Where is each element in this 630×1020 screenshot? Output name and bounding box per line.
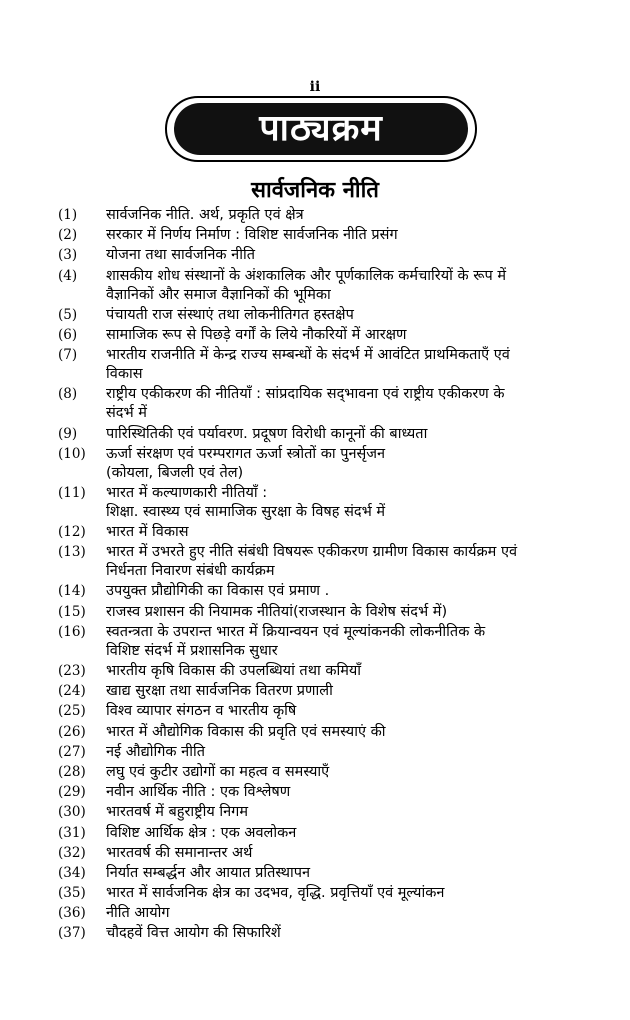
item-number: (28)	[58, 763, 86, 780]
item-number: (26)	[58, 723, 86, 740]
item-text	[106, 723, 573, 742]
page-number: ii	[309, 79, 321, 95]
item-number: (8)	[58, 386, 78, 403]
item-text	[106, 346, 573, 384]
syllabus-item	[0, 662, 630, 681]
item-text	[106, 603, 573, 622]
syllabus-item	[0, 445, 630, 483]
syllabus-item	[0, 864, 630, 883]
item-text-line: नई औद्योगिक नीति	[106, 743, 205, 760]
item-text-line: विशिष्ट संदर्भ में प्रशासनिक सुधार	[106, 642, 278, 659]
syllabus-item	[0, 702, 630, 721]
item-text-line: विश्व व्यापार संगठन व भारतीय कृषि	[106, 703, 297, 720]
item-text-line: सामाजिक रूप से पिछड़े वर्गों के लिये नौकरियों में आरक्षण	[106, 326, 407, 343]
item-text-line: पंचायती राज संस्थाएं तथा लोकनीतिगत हस्तक्षेप	[106, 306, 354, 323]
item-text	[106, 662, 573, 681]
item-number: (35)	[58, 885, 86, 902]
item-text-line: राष्ट्रीय एकीकरण की नीतियाँ : सांप्रदायिक सद्‌भावना एवं राष्ट्रीय एकीकरण के	[106, 386, 505, 403]
item-text-line: सार्वजनिक नीति. अर्थ, प्रकृति एवं क्षेत्र	[106, 207, 304, 223]
banner-title: पाठ्यक्रम	[259, 108, 383, 149]
item-text-line: भारत में औद्योगिक विकास की प्रवृति एवं समस्याएं की	[106, 723, 386, 740]
item-text	[106, 246, 573, 265]
item-text-line: विशिष्ट आर्थिक क्षेत्र : एक अवलोकन	[106, 824, 297, 841]
item-number: (16)	[58, 623, 86, 640]
syllabus-item	[0, 425, 630, 444]
item-text-line: भारतीय कृषि विकास की उपलब्धियां तथा कमियाँ	[106, 663, 362, 679]
item-text-line: भारत में सार्वजनिक क्षेत्र का उदभव, वृद्धि. प्रवृत्तियाँ एवं मूल्यांकन	[106, 885, 445, 902]
section-title: सार्वजनिक नीति	[251, 178, 379, 203]
item-text	[106, 484, 573, 522]
item-text	[106, 543, 573, 581]
item-text-line: राजस्व प्रशासन की नियामक नीतियां(राजस्थान के विशेष संदर्भ में)	[106, 603, 448, 620]
syllabus-item	[0, 844, 630, 863]
item-text	[106, 864, 573, 883]
title-banner	[174, 103, 468, 155]
syllabus-item	[0, 924, 630, 943]
item-text	[106, 206, 573, 225]
syllabus-item	[0, 523, 630, 542]
item-number: (25)	[58, 703, 86, 720]
item-number: (37)	[58, 925, 86, 942]
syllabus-item	[0, 226, 630, 245]
item-text-line: उपयुक्त प्रौद्योगिकी का विकास एवं प्रमाण .	[106, 583, 330, 600]
syllabus-item	[0, 803, 630, 822]
syllabus-item	[0, 484, 630, 522]
syllabus-item	[0, 783, 630, 802]
item-text-line: निर्यात सम्बर्द्धन और आयात प्रतिस्थापन	[106, 864, 311, 881]
item-text-line: योजना तथा सार्वजनिक नीति	[106, 247, 255, 264]
item-text-line: विकास	[106, 366, 143, 383]
item-text-line: भारतीय राजनीति में केन्द्र राज्य सम्बन्धों के संदर्भ में आवंटित प्राथमिकताएँ एवं	[106, 347, 510, 364]
item-number: (32)	[58, 844, 86, 861]
syllabus-item	[0, 743, 630, 762]
item-text	[106, 385, 573, 423]
syllabus-item	[0, 206, 630, 225]
syllabus-item	[0, 267, 630, 305]
item-text-line: भारतवर्ष की समानान्तर अर्थ	[106, 844, 253, 861]
syllabus-item	[0, 682, 630, 701]
syllabus-item	[0, 824, 630, 843]
item-number: (27)	[58, 743, 86, 760]
item-text-line: भारत में उभरते हुए नीति संबंधी विषयरू एकीकरण ग्रामीण विकास कार्यक्रम एवं	[106, 544, 518, 561]
item-number: (29)	[58, 784, 86, 801]
syllabus-item	[0, 326, 630, 345]
syllabus-item	[0, 346, 630, 384]
item-text	[106, 844, 573, 863]
item-number: (31)	[58, 824, 86, 841]
item-text-line: नीति आयोग	[106, 905, 170, 922]
item-text	[106, 702, 573, 721]
item-text	[106, 824, 573, 843]
syllabus-item	[0, 246, 630, 265]
item-text	[106, 306, 573, 325]
item-text-line: शासकीय शोध संस्थानों के अंशकालिक और पूर्णकालिक कर्मचारियों के रूप में	[106, 267, 507, 284]
item-text	[106, 884, 573, 903]
item-number: (30)	[58, 804, 86, 821]
item-text	[106, 682, 573, 701]
item-number: (11)	[58, 484, 86, 501]
syllabus-item	[0, 582, 630, 601]
item-number: (2)	[58, 227, 78, 244]
item-number: (7)	[58, 347, 78, 364]
item-number: (12)	[58, 524, 86, 541]
item-text-line: संदर्भ में	[106, 405, 147, 422]
item-text	[106, 523, 573, 542]
item-number: (5)	[58, 306, 78, 323]
item-number: (3)	[58, 247, 78, 264]
item-number: (23)	[58, 663, 86, 679]
item-text	[106, 267, 573, 305]
item-text-line: भारत में कल्याणकारी नीतियाँ :	[106, 484, 268, 501]
item-text-line: भारत में विकास	[106, 524, 189, 541]
syllabus-item	[0, 884, 630, 903]
item-number: (34)	[58, 864, 86, 881]
item-number: (4)	[58, 267, 78, 284]
item-text	[106, 924, 573, 943]
item-text	[106, 445, 573, 483]
item-number: (6)	[58, 326, 78, 343]
item-text	[106, 743, 573, 762]
item-text-line: खाद्य सुरक्षा तथा सार्वजनिक वितरण प्रणाली	[106, 683, 333, 700]
item-text-line: चौदहवें वित्त आयोग की सिफारिशें	[106, 925, 281, 942]
item-text-line: सरकार में निर्णय निर्माण : विशिष्ट सार्वजनिक नीति प्रसंग	[106, 227, 398, 244]
syllabus-item	[0, 904, 630, 923]
item-number: (1)	[58, 207, 78, 223]
item-number: (13)	[58, 544, 86, 561]
item-text	[106, 803, 573, 822]
item-number: (36)	[58, 905, 86, 922]
syllabus-list	[0, 206, 630, 945]
syllabus-item	[0, 763, 630, 782]
item-number: (9)	[58, 425, 78, 442]
item-text-line: नवीन आर्थिक नीति : एक विश्लेषण	[106, 784, 291, 801]
item-text-line: (कोयला, बिजली एवं तेल)	[106, 464, 244, 481]
item-text	[106, 904, 573, 923]
item-number: (24)	[58, 683, 86, 700]
item-number: (15)	[58, 603, 86, 620]
item-text-line: वैज्ञानिकों और समाज वैज्ञानिकों की भूमिका	[106, 286, 331, 303]
item-number: (14)	[58, 583, 86, 600]
item-text	[106, 326, 573, 345]
item-text	[106, 226, 573, 245]
syllabus-item	[0, 385, 630, 423]
item-text-line: भारतवर्ष में बहुराष्ट्रीय निगम	[106, 804, 249, 821]
item-text-line: निर्धनता निवारण संबंधी कार्यक्रम	[106, 563, 275, 580]
item-text	[106, 425, 573, 444]
item-text-line: पारिस्थितिकी एवं पर्यावरण. प्रदूषण विरोधी कानूनों की बाध्यता	[106, 425, 428, 442]
item-text-line: शिक्षा. स्वास्थ्य एवं सामाजिक सुरक्षा के विषह संदर्भ में	[106, 503, 386, 520]
syllabus-item	[0, 543, 630, 581]
syllabus-item	[0, 306, 630, 325]
syllabus-item	[0, 723, 630, 742]
item-text	[106, 582, 573, 601]
item-text	[106, 763, 573, 782]
item-text-line: लघु एवं कुटीर उद्योगों का महत्व व समस्याएँ	[106, 763, 330, 780]
item-text-line: स्वतन्त्रता के उपरान्त भारत में क्रियान्वयन एवं मूल्यांकनकी लोकनीतिक के	[106, 623, 486, 640]
item-number: (10)	[58, 445, 86, 462]
item-text	[106, 623, 573, 661]
syllabus-item	[0, 623, 630, 661]
item-text	[106, 783, 573, 802]
syllabus-item	[0, 603, 630, 622]
item-text-line: ऊर्जा संरक्षण एवं परम्परागत ऊर्जा स्त्रोतों का पुनर्सृजन	[106, 445, 386, 462]
